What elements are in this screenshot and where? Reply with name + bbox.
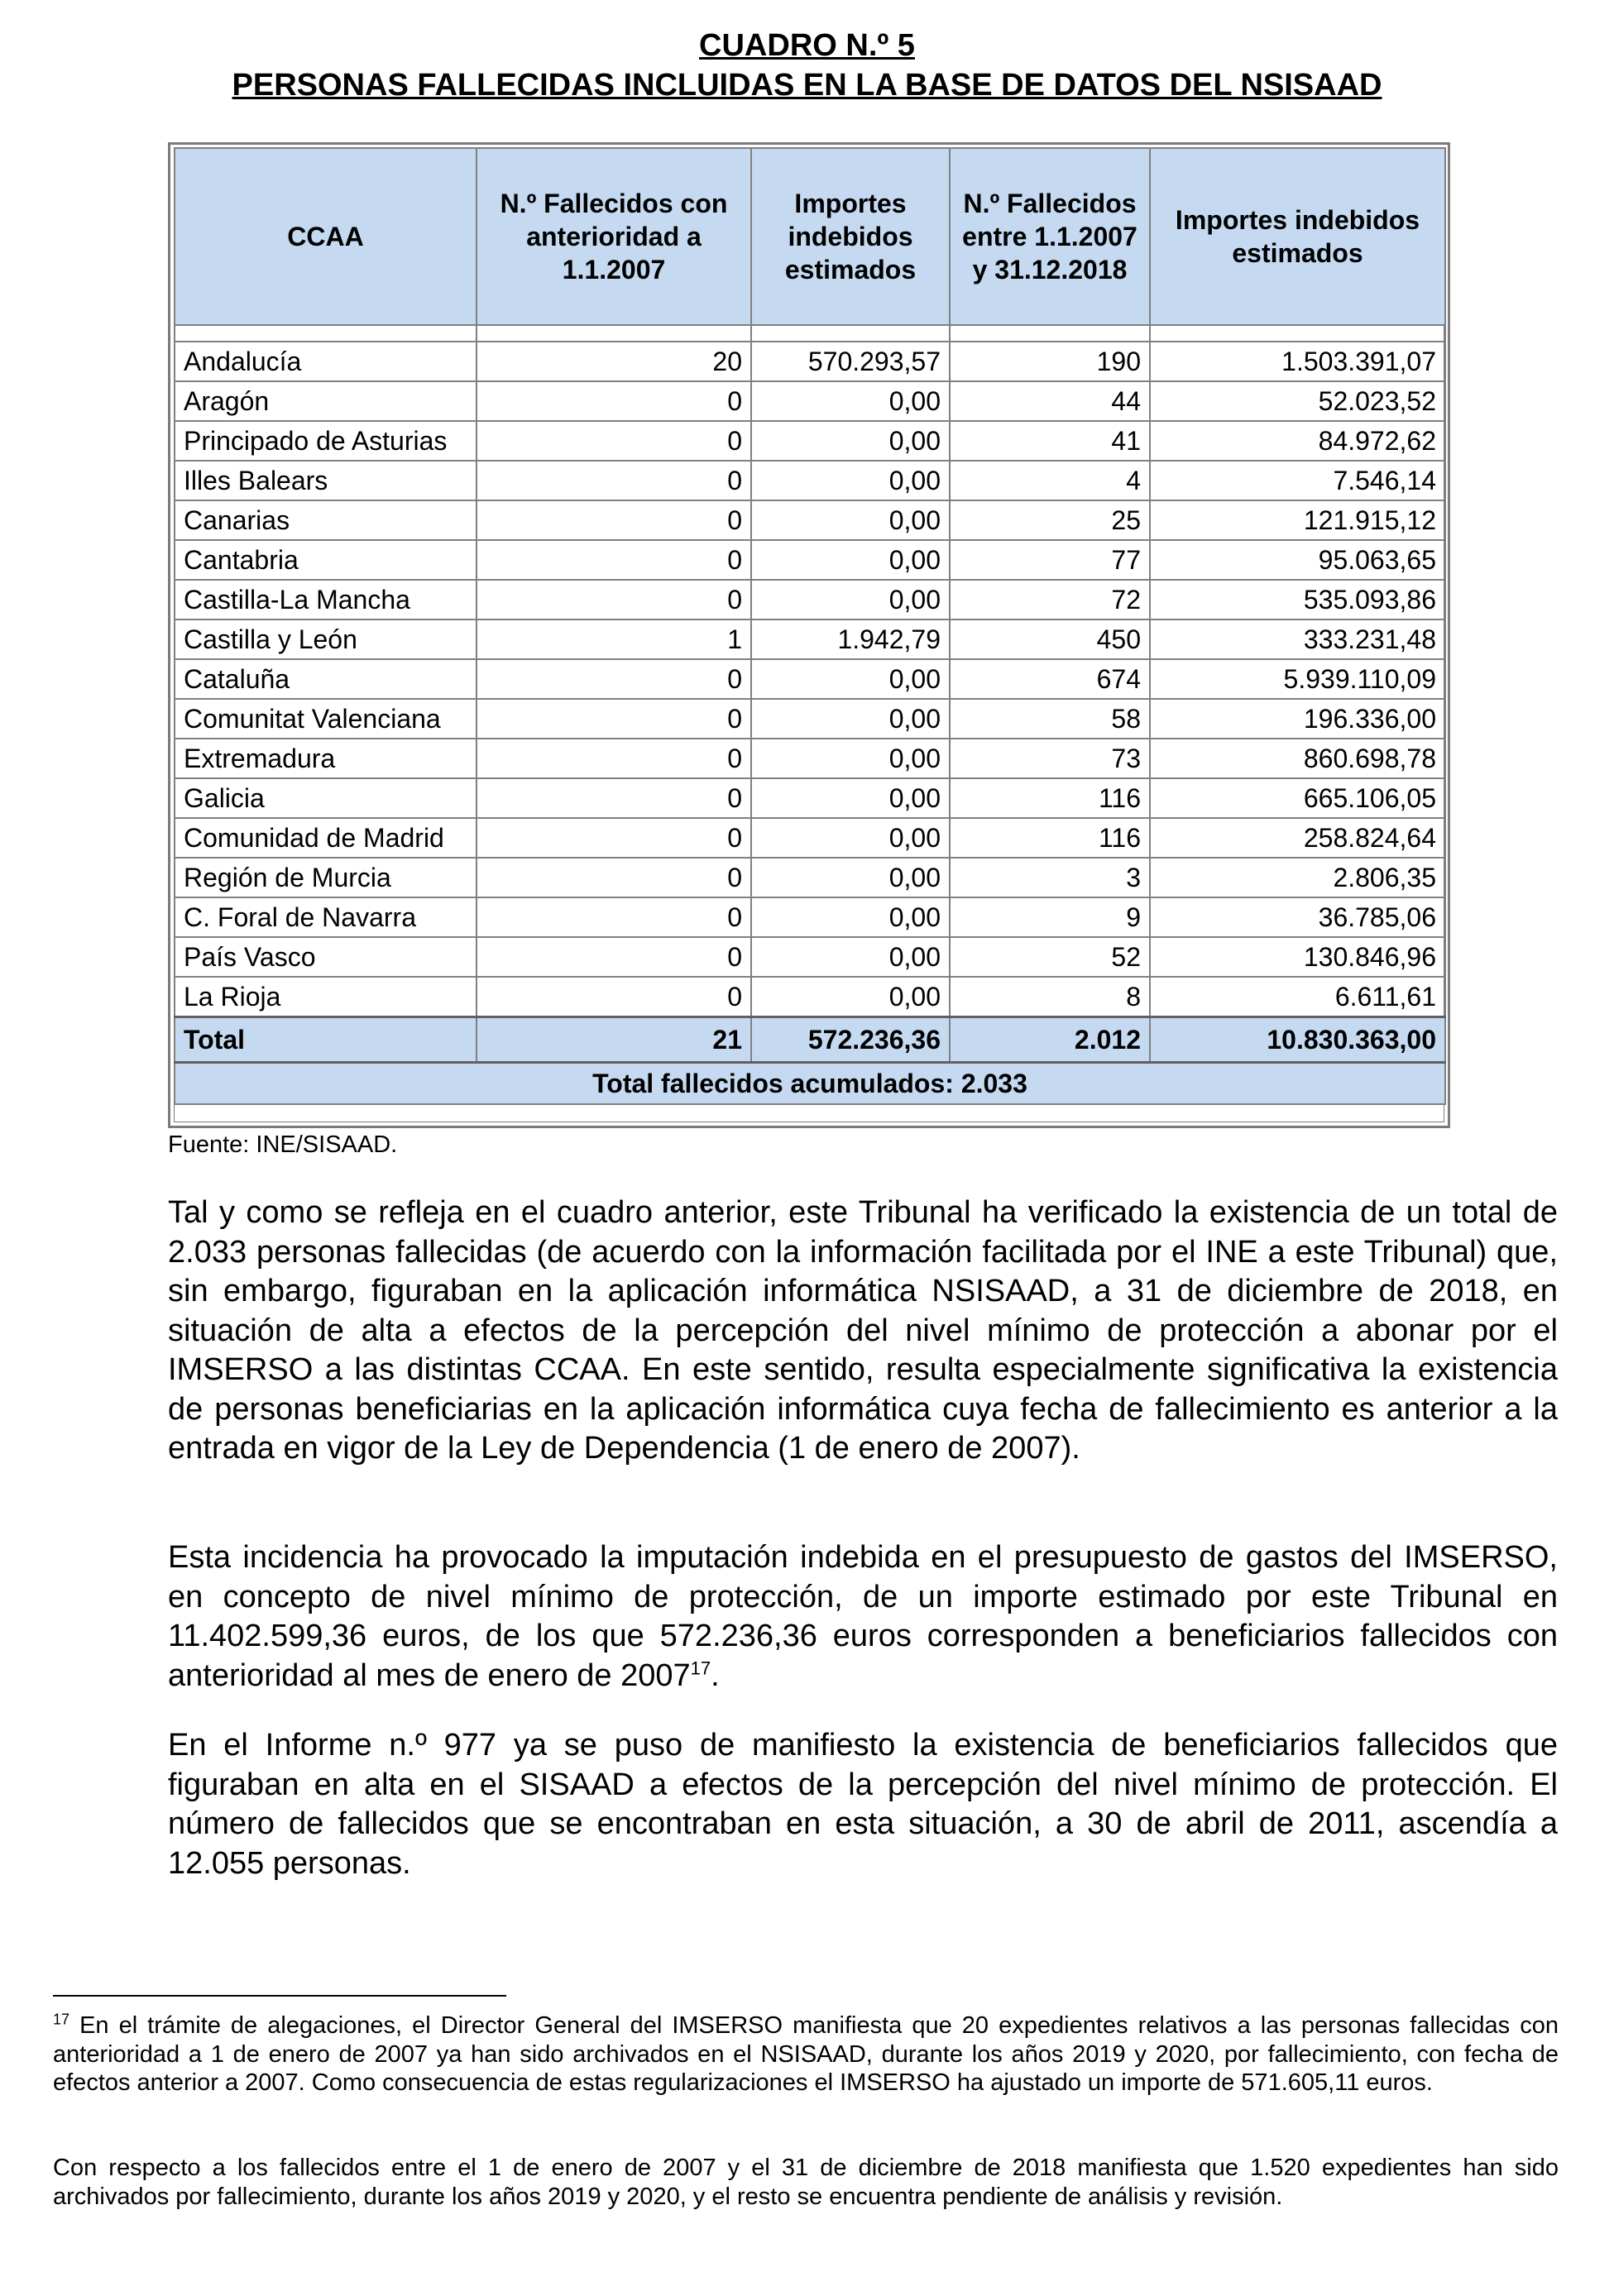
region-name: Principado de Asturias [175, 421, 477, 461]
table-cell: 130.846,96 [1150, 937, 1445, 977]
table-cell: 7.546,14 [1150, 461, 1445, 500]
table-cell: 333.231,48 [1150, 619, 1445, 659]
table-cell: 0,00 [751, 659, 950, 699]
table-row [175, 381, 1445, 421]
region-name: Castilla-La Mancha [175, 580, 477, 619]
region-name: La Rioja [175, 977, 477, 1017]
table-source: Fuente: INE/SISAAD. [168, 1131, 398, 1158]
region-name: Región de Murcia [175, 858, 477, 897]
table-cell: 0 [477, 699, 751, 739]
table-cell: 0 [477, 659, 751, 699]
table-cell: 665.106,05 [1150, 778, 1445, 818]
table-cell: 77 [950, 540, 1150, 580]
table-row [175, 580, 1445, 619]
table-cell: 6.611,61 [1150, 977, 1445, 1017]
table-cell: 84.972,62 [1150, 421, 1445, 461]
table-row [175, 818, 1445, 858]
total-cell: 2.012 [950, 1017, 1150, 1063]
table-cell: 0 [477, 739, 751, 778]
table-cell: 0 [477, 977, 751, 1017]
table-row [175, 342, 1445, 381]
header-amount-before: Importes indebidos estimados [751, 148, 950, 325]
paragraph-3: En el Informe n.º 977 ya se puso de manifiesto la existencia de beneficiarios fallecidos que figuraban en alta en el SISAAD a efectos de la percepción del nivel mínimo de protección. El número de fallecidos que se encontraban en esta situación, a 30 de abril de 2011, ascendía a 12.055 personas. [168, 1728, 1558, 1881]
table-cell: 116 [950, 818, 1150, 858]
table-cell: 0,00 [751, 421, 950, 461]
region-name: Illes Balears [175, 461, 477, 500]
table-cell: 0,00 [751, 977, 950, 1017]
table-row [175, 937, 1445, 977]
table-cell: 5.939.110,09 [1150, 659, 1445, 699]
table-cell: 190 [950, 342, 1150, 381]
table-cell: 1 [477, 619, 751, 659]
table-cell: 196.336,00 [1150, 699, 1445, 739]
table-row [175, 897, 1445, 937]
table-cell: 535.093,86 [1150, 580, 1445, 619]
table-cell: 0,00 [751, 858, 950, 897]
table-cell: 25 [950, 500, 1150, 540]
table-row [175, 778, 1445, 818]
table-cell: 0,00 [751, 739, 950, 778]
table-cell: 0,00 [751, 381, 950, 421]
region-name: C. Foral de Navarra [175, 897, 477, 937]
table-cell: 0,00 [751, 461, 950, 500]
table-cell: 0 [477, 381, 751, 421]
table-row [175, 421, 1445, 461]
region-name: Canarias [175, 500, 477, 540]
table-cell: 0,00 [751, 897, 950, 937]
header-deceased-before: N.º Fallecidos con anterioridad a 1.1.2007 [477, 148, 751, 325]
table-cell: 52.023,52 [1150, 381, 1445, 421]
paragraph-2: Esta incidencia ha provocado la imputación indebida en el presupuesto de gastos del IMSERSO, en concepto de nivel mínimo de protección, de un importe estimado por este Tribunal en 11.402.599,36 euros, de los que 572.236,36 euros corresponden a beneficiarios fallecidos con anterioridad al mes de enero de 2007$^{17}$. [168, 1540, 1558, 1693]
total-cell: 10.830.363,00 [1150, 1017, 1445, 1063]
table-cell: 0 [477, 778, 751, 818]
table-cell: 116 [950, 778, 1150, 818]
table-cell: 0,00 [751, 818, 950, 858]
region-name: Extremadura [175, 739, 477, 778]
table-cell: 2.806,35 [1150, 858, 1445, 897]
paragraph-1: Tal y como se refleja en el cuadro anterior, este Tribunal ha verificado la existencia de un total de 2.033 personas fallecidas (de acuerdo con la información facilitada por el INE a este Tribunal) que, sin embargo, figuraban en la aplicación informática NSISAAD, a 31 de diciembre de 2018, en situación de alta a efectos de la percepción del nivel mínimo de protección a abonar por el IMSERSO a las distintas CCAA. En este sentido, resulta especialmente significativa la existencia de personas beneficiarias en la aplicación informática cuya fecha de fallecimiento es anterior a la entrada en vigor de la Ley de Dependencia (1 de enero de 2007). [168, 1195, 1558, 1466]
total-row [175, 1017, 1445, 1063]
table-cell: 4 [950, 461, 1150, 500]
table-cell: 0 [477, 421, 751, 461]
table-caption-title: PERSONAS FALLECIDAS INCLUIDAS EN LA BASE DE DATOS DEL NSISAAD [232, 68, 1382, 103]
table-cell: 0,00 [751, 500, 950, 540]
table-cell: 0,00 [751, 937, 950, 977]
table-cell: 72 [950, 580, 1150, 619]
total-cell: 572.236,36 [751, 1017, 950, 1063]
table-cell: 36.785,06 [1150, 897, 1445, 937]
table-cell: 450 [950, 619, 1150, 659]
footnote-separator [53, 1995, 506, 1997]
table-row [175, 619, 1445, 659]
table-cell: 258.824,64 [1150, 818, 1445, 858]
region-name: Andalucía [175, 342, 477, 381]
total-label: Total [175, 1017, 477, 1063]
header-amount-between: Importes indebidos estimados [1150, 148, 1445, 325]
table-row [175, 500, 1445, 540]
table-cell: 860.698,78 [1150, 739, 1445, 778]
table-caption-number: CUADRO N.º 5 [699, 28, 915, 63]
table-cell: 9 [950, 897, 1150, 937]
accumulated-total: Total fallecidos acumulados: 2.033 [175, 1063, 1445, 1105]
table-cell: 0,00 [751, 580, 950, 619]
table-cell: 0 [477, 540, 751, 580]
footnote-17-part-2: Con respecto a los fallecidos entre el 1 de enero de 2007 y el 31 de diciembre de 2018 manifiesta que 1.520 expedientes han sido archivados por fallecimiento, durante los años 2019 y 2020, y el resto se encuentra pendiente de análisis y revisión. [53, 2155, 1559, 2210]
table-cell: 0 [477, 500, 751, 540]
region-name: Aragón [175, 381, 477, 421]
footnote-number: 17 [53, 2011, 70, 2028]
table-row [175, 699, 1445, 739]
table-row [175, 858, 1445, 897]
region-name: Comunitat Valenciana [175, 699, 477, 739]
accumulated-row [175, 1063, 1445, 1105]
region-name: Castilla y León [175, 619, 477, 659]
table-cell: 0 [477, 818, 751, 858]
table-cell: 3 [950, 858, 1150, 897]
table-cell: 0 [477, 858, 751, 897]
table-row [175, 461, 1445, 500]
table-cell: 73 [950, 739, 1150, 778]
table-cell: 0 [477, 897, 751, 937]
region-name: Comunidad de Madrid [175, 818, 477, 858]
paragraph-2-text: Esta incidencia ha provocado la imputación indebida en el presupuesto de gastos del IMSERSO, en concepto de nivel mínimo de protección, de un importe estimado por este Tribunal en 11.402.599,36 euros, de los que 572.236,36 euros corresponden a beneficiarios fallecidos con anterioridad al mes de enero de 2007 [168, 1540, 1558, 1693]
table-cell: 95.063,65 [1150, 540, 1445, 580]
table-cell: 0 [477, 937, 751, 977]
table-cell: 52 [950, 937, 1150, 977]
header-ccaa: CCAA [175, 148, 477, 325]
table-cell: 121.915,12 [1150, 500, 1445, 540]
table-cell: 44 [950, 381, 1150, 421]
deceased-table [174, 147, 1446, 1105]
table-cell: 0,00 [751, 778, 950, 818]
table-cell: 8 [950, 977, 1150, 1017]
table-cell: 41 [950, 421, 1150, 461]
region-name: Galicia [175, 778, 477, 818]
table-row [175, 659, 1445, 699]
table-cell: 1.942,79 [751, 619, 950, 659]
footnote-ref[interactable]: 17 [690, 1657, 711, 1678]
header-deceased-between: N.º Fallecidos entre 1.1.2007 y 31.12.2018 [950, 148, 1150, 325]
table-cell: 0 [477, 461, 751, 500]
table-cell: 0 [477, 580, 751, 619]
table-cell: 0,00 [751, 540, 950, 580]
table-cell: 58 [950, 699, 1150, 739]
table-cell: 570.293,57 [751, 342, 950, 381]
table-cell: 674 [950, 659, 1150, 699]
region-name: País Vasco [175, 937, 477, 977]
region-name: Cantabria [175, 540, 477, 580]
table-row [175, 739, 1445, 778]
table-header-row [175, 148, 1445, 325]
table-cell: 20 [477, 342, 751, 381]
footnote-17-part-1: $^{17}$ En el trámite de alegaciones, el Director General del IMSERSO manifiesta que 20 expedientes relativos a las personas fallecidas con anterioridad a 1 de enero de 2007 ya han sido archivados en el NSISAAD, durante los años 2019 y 2020, por fallecimiento, con fecha de efectos anterior a 2007. Como consecuencia de estas regularizaciones el IMSERSO ha ajustado un importe de 571.605,11 euros. [53, 2011, 1559, 2096]
table-row [175, 540, 1445, 580]
table-cell: 0,00 [751, 699, 950, 739]
table-cell: 1.503.391,07 [1150, 342, 1445, 381]
total-cell: 21 [477, 1017, 751, 1063]
region-name: Cataluña [175, 659, 477, 699]
table-row [175, 977, 1445, 1017]
